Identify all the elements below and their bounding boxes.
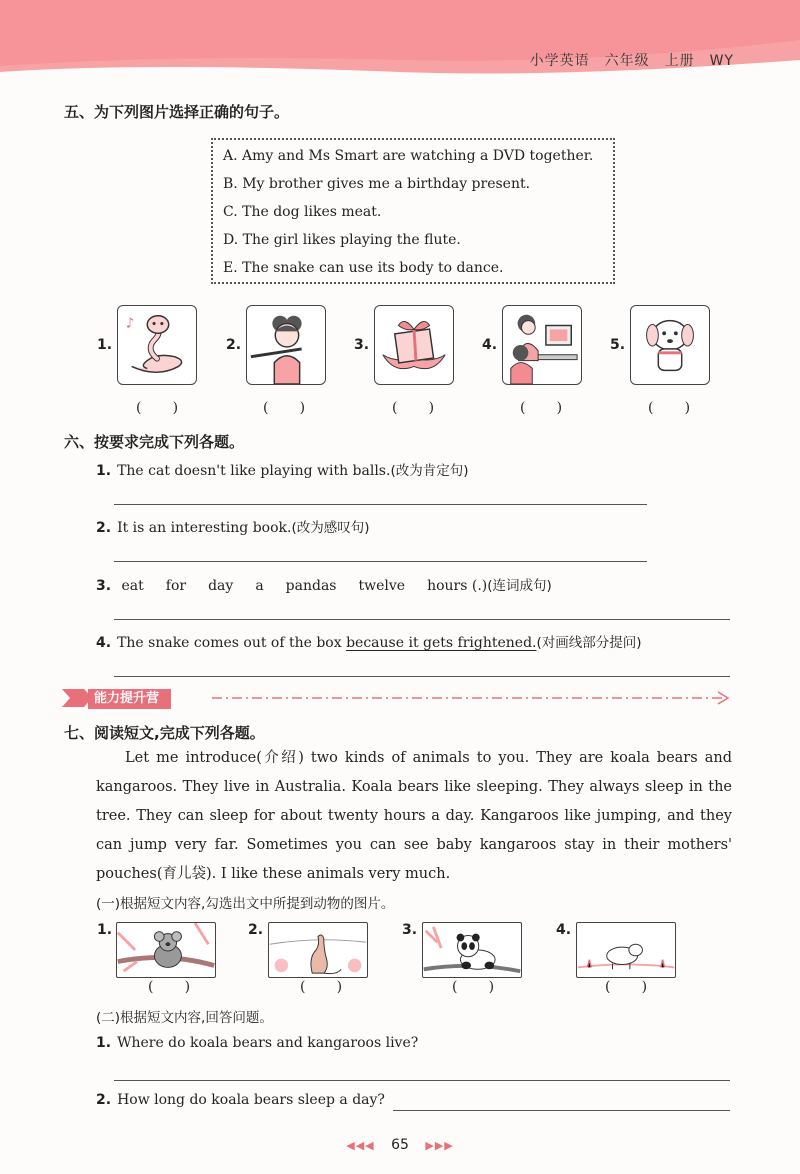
answer-paren[interactable]: ( ) xyxy=(452,979,495,995)
panda-icon xyxy=(422,922,522,978)
underlined-part: because it gets frightened. xyxy=(346,635,537,651)
picture-number: 1. xyxy=(97,337,113,353)
answer-line[interactable] xyxy=(114,676,730,677)
snake-dancing-icon xyxy=(117,305,197,385)
section6-title: 六、按要求完成下列各题。 xyxy=(64,433,245,451)
answer-paren[interactable]: ( ) xyxy=(605,979,648,995)
option-d: D. The girl likes playing the flute. xyxy=(223,232,461,248)
answer-paren[interactable]: ( ) xyxy=(136,400,179,416)
answer-line[interactable] xyxy=(114,619,730,620)
answer-paren[interactable]: ( ) xyxy=(300,979,343,995)
answer-line[interactable] xyxy=(393,1110,730,1111)
option-b: B. My brother gives me a birthday present. xyxy=(223,176,531,192)
picture-number: 3. xyxy=(402,922,418,938)
sheep-icon xyxy=(576,922,676,978)
picture-number: 2. xyxy=(226,337,242,353)
answer-paren[interactable]: ( ) xyxy=(520,400,563,416)
koala-icon xyxy=(116,922,216,978)
kangaroo-icon xyxy=(268,922,368,978)
picture-number: 1. xyxy=(97,922,113,938)
answer-paren[interactable]: ( ) xyxy=(263,400,306,416)
question-2: 2. It is an interesting book.(改为感叹句) xyxy=(96,520,370,536)
option-a: A. Amy and Ms Smart are watching a DVD together. xyxy=(223,148,594,164)
answer-line[interactable] xyxy=(114,504,647,505)
reading-passage: Let me introduce(介绍) two kinds of animals to you. They are koala bears and kangaroos. They live in Australia. Koala bears like sleeping. They always sleep in the tree. They can sleep for about twenty hours a day. Kangaroos like jumping, and they can jump very far. Sometimes you can see baby kangaroos stay in their mothers' pouches(育儿袋). I like these animals very much. xyxy=(96,750,732,882)
option-c: C. The dog likes meat. xyxy=(223,204,382,220)
reading-question-2: 2. How long do koala bears sleep a day? xyxy=(96,1092,385,1108)
picture-number: 4. xyxy=(482,337,498,353)
band-label: 能力提升营 xyxy=(88,689,171,709)
answer-line[interactable] xyxy=(114,561,647,562)
picture-number: 2. xyxy=(248,922,264,938)
picture-number: 4. xyxy=(556,922,572,938)
girl-flute-icon xyxy=(246,305,326,385)
picture-number: 5. xyxy=(610,337,626,353)
question-1: 1. The cat doesn't like playing with balls.(改为肯定句) xyxy=(96,463,469,479)
question-4: 4. The snake comes out of the box because it gets frightened.(对画线部分提问) xyxy=(96,635,642,651)
answer-paren[interactable]: ( ) xyxy=(648,400,691,416)
question-3: 3. eat for day a pandas twelve hours (.)(连词成句) xyxy=(96,578,552,594)
option-e: E. The snake can use its body to dance. xyxy=(223,260,504,276)
answer-line[interactable] xyxy=(114,1080,730,1081)
reading-question-1: 1. Where do koala bears and kangaroos live? xyxy=(96,1035,419,1051)
people-computer-icon xyxy=(502,305,582,385)
right-arrows-icon: ▶▶▶ xyxy=(425,1139,454,1152)
section5-title: 五、为下列图片选择正确的句子。 xyxy=(64,103,290,121)
page-number: 65 xyxy=(391,1137,409,1153)
section7-title: 七、阅读短文,完成下列各题。 xyxy=(64,724,265,742)
answer-paren[interactable]: ( ) xyxy=(392,400,435,416)
picture-number: 3. xyxy=(354,337,370,353)
options-box xyxy=(211,138,615,284)
answer-paren[interactable]: ( ) xyxy=(148,979,191,995)
svg-text:♪: ♪ xyxy=(125,315,135,332)
gift-box-icon xyxy=(374,305,454,385)
page-footer xyxy=(0,1137,800,1153)
header-text: 小学英语 六年级 上册 WY xyxy=(529,53,734,69)
part2-title: (二)根据短文内容,回答问题。 xyxy=(96,1010,273,1026)
puppy-icon xyxy=(630,305,710,385)
part1-title: (一)根据短文内容,勾选出文中所提到动物的图片。 xyxy=(96,896,395,912)
left-arrows-icon: ◀◀◀ xyxy=(346,1139,375,1152)
